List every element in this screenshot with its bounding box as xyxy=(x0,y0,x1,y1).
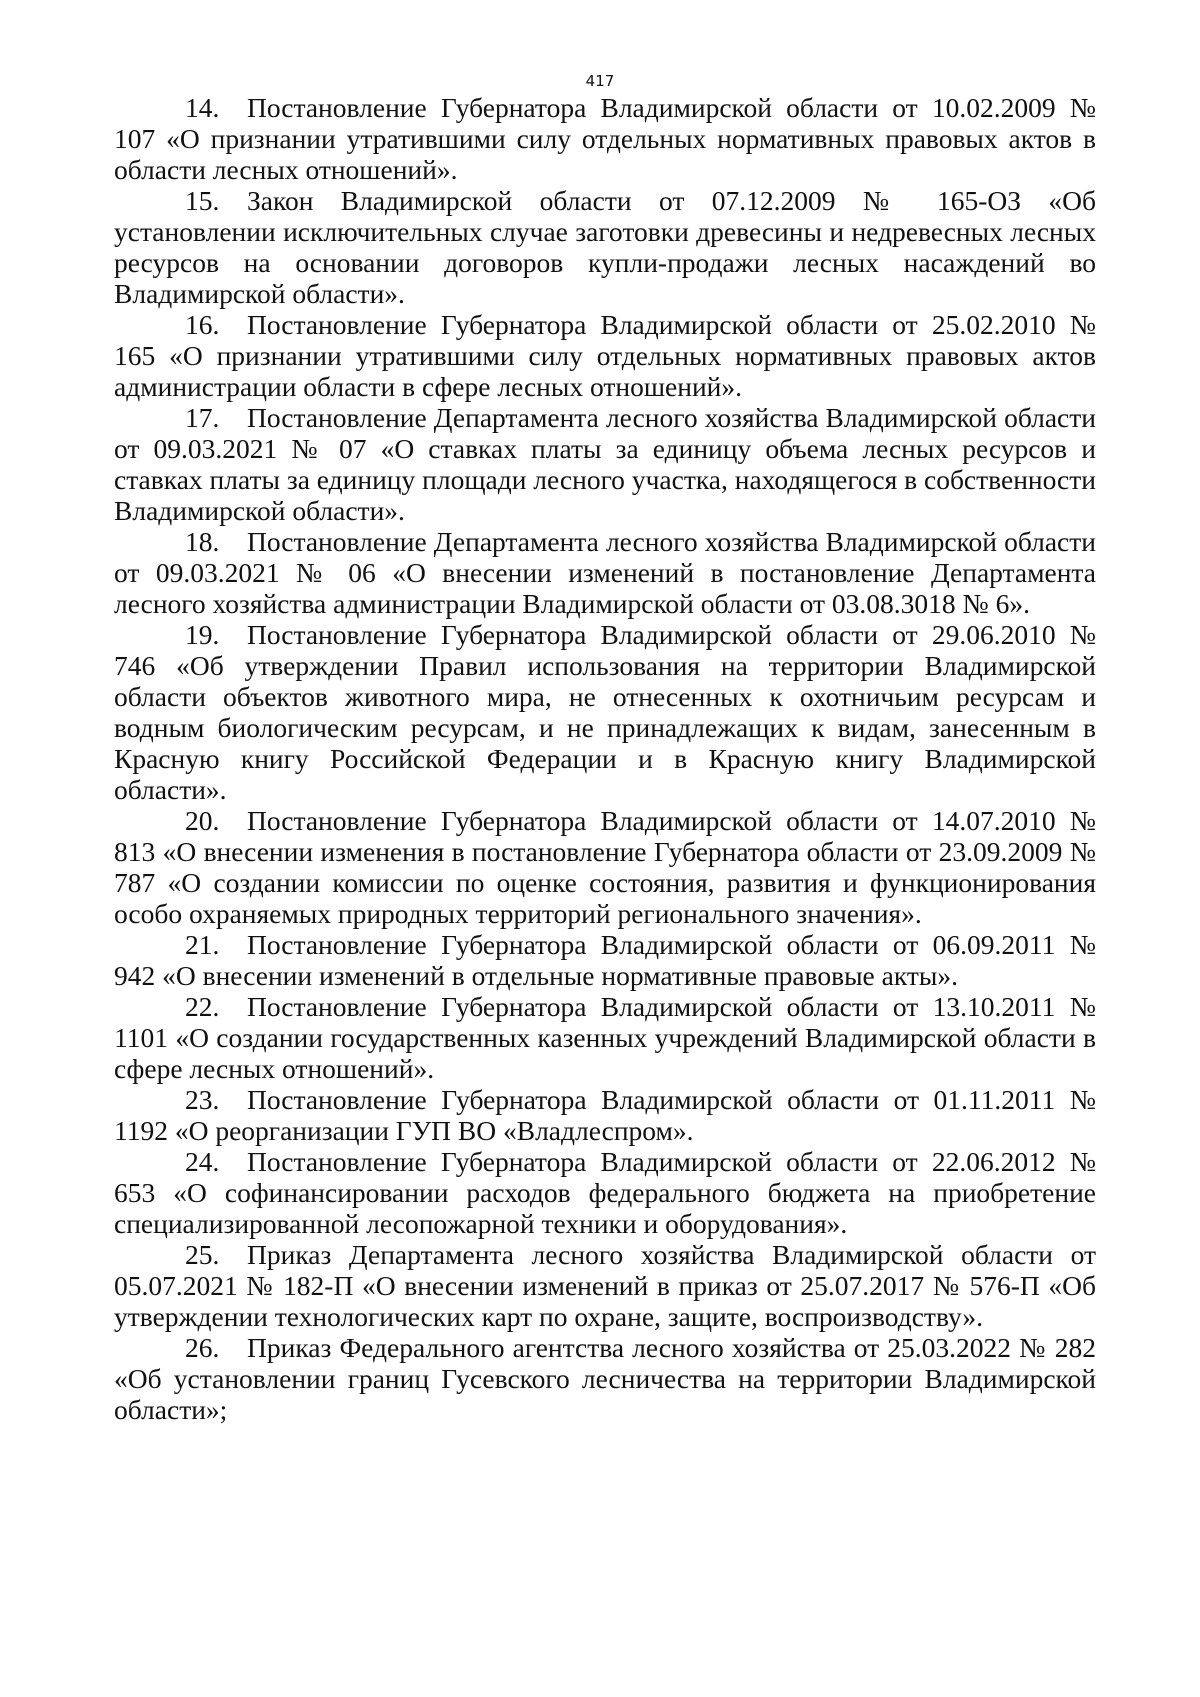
list-item xyxy=(114,619,1096,805)
list-item xyxy=(114,526,1096,619)
item-text: Постановление Губернатора Владимирской области от 22.06.2012 № 653 «О софинансировании расходов федерального бюджета на приобретение специализированной лесопожарной техники и оборудования». xyxy=(114,1146,1096,1239)
item-number: 19. xyxy=(185,619,220,650)
item-number: 21. xyxy=(185,929,220,960)
list-item xyxy=(114,1239,1096,1332)
item-text: Постановление Губернатора Владимирской области от 10.02.2009 № 107 «О признании утратившими силу отдельных нормативных правовых актов в области лесных отношений». xyxy=(114,92,1096,185)
item-number: 14. xyxy=(185,92,220,123)
item-text: Постановление Губернатора Владимирской области от 01.11.2011 № 1192 «О реорганизации ГУП ВО «Владлеспром». xyxy=(114,1084,1096,1146)
item-text: Постановление Губернатора Владимирской области от 29.06.2010 № 746 «Об утверждении Правил использования на территории Владимирской области объектов животного мира, не отнесенных к охотничьим ресурсам и водным биологическим ресурсам, и не принадлежащих к видам, занесенным в Красную книгу Российской Федерации и в Красную книгу Владимирской области». xyxy=(114,619,1096,805)
list-item xyxy=(114,1084,1096,1146)
item-number: 15. xyxy=(185,185,220,216)
item-number: 20. xyxy=(185,805,220,836)
list-item xyxy=(114,1146,1096,1239)
item-text: Постановление Губернатора Владимирской области от 13.10.2011 № 1101 «О создании государственных казенных учреждений Владимирской области в сфере лесных отношений». xyxy=(114,991,1096,1084)
list-item xyxy=(114,805,1096,929)
list-item xyxy=(114,402,1096,526)
item-text: Постановление Департамента лесного хозяйства Владимирской области от 09.03.2021 № 07 «О ставках платы за единицу объема лесных ресурсов и ставках платы за единицу площади лесного участка, находящегося в собственности Владимирской области». xyxy=(114,402,1096,526)
item-number: 23. xyxy=(185,1084,220,1115)
item-number: 17. xyxy=(185,402,220,433)
item-text: Закон Владимирской области от 07.12.2009 № 165-ОЗ «Об установлении исключительных случае заготовки древесины и недревесных лесных ресурсов на основании договоров купли-продажи лесных насаждений во Владимирской области». xyxy=(114,185,1096,309)
item-number: 18. xyxy=(185,526,220,557)
list-item xyxy=(114,309,1096,402)
item-number: 26. xyxy=(185,1332,220,1363)
item-number: 24. xyxy=(185,1146,220,1177)
item-number: 16. xyxy=(185,309,220,340)
item-text: Постановление Губернатора Владимирской области от 25.02.2010 № 165 «О признании утратившими силу отдельных нормативных правовых актов администрации области в сфере лесных отношений». xyxy=(114,309,1096,402)
item-text: Постановление Губернатора Владимирской области от 14.07.2010 № 813 «О внесении изменения в постановление Губернатора области от 23.09.2009 № 787 «О создании комиссии по оценке состояния, развития и функционирования особо охраняемых природных территорий регионального значения». xyxy=(114,805,1096,929)
item-number: 25. xyxy=(185,1239,220,1270)
list-item xyxy=(114,92,1096,185)
page-number: 417 xyxy=(585,72,615,90)
list-item xyxy=(114,1332,1096,1425)
list-item xyxy=(114,929,1096,991)
item-text: Приказ Федерального агентства лесного хозяйства от 25.03.2022 № 282 «Об установлении границ Гусевского лесничества на территории Владимирской области»; xyxy=(114,1332,1096,1425)
item-text: Приказ Департамента лесного хозяйства Владимирской области от 05.07.2021 № 182-П «О внесении изменений в приказ от 25.07.2017 № 576-П «Об утверждении технологических карт по охране, защите, воспроизводству». xyxy=(114,1239,1096,1332)
list-item xyxy=(114,991,1096,1084)
item-text: Постановление Губернатора Владимирской области от 06.09.2011 № 942 «О внесении изменений в отдельные нормативные правовые акты». xyxy=(114,929,1096,991)
list-item xyxy=(114,185,1096,309)
item-text: Постановление Департамента лесного хозяйства Владимирской области от 09.03.2021 № 06 «О внесении изменений в постановление Департамента лесного хозяйства администрации Владимирской области от 03.08.3018 № 6». xyxy=(114,526,1096,619)
item-number: 22. xyxy=(185,991,220,1022)
legal-acts-list xyxy=(114,92,1096,1425)
